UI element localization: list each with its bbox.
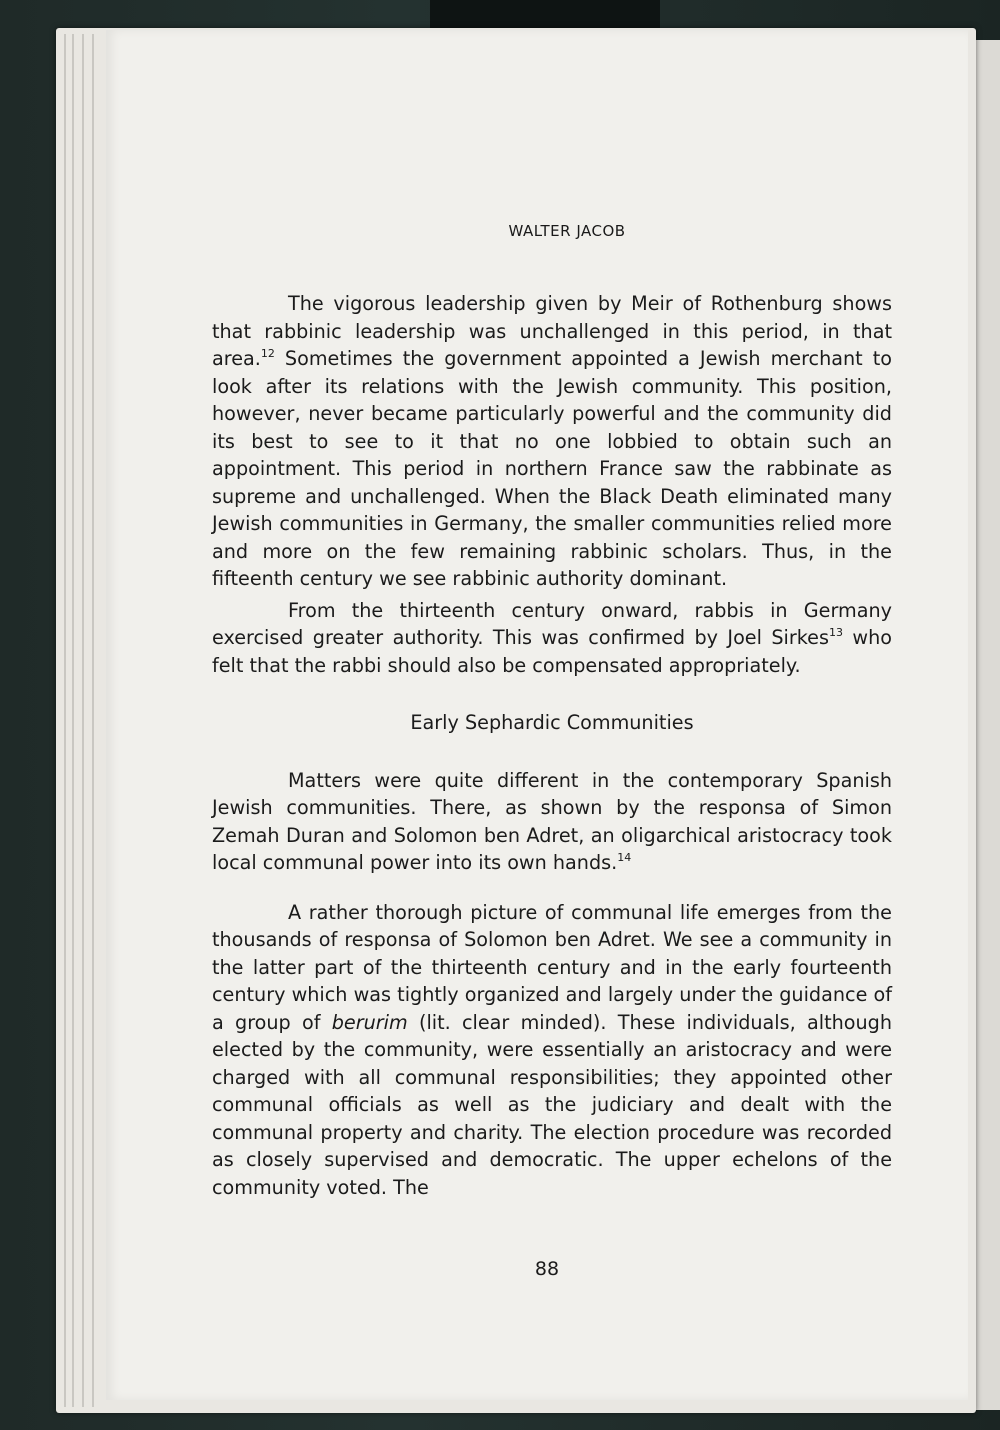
paragraph-text: A rather thorough picture of communal life emerges from the thousands of responsa of Solomon ben Adret. We see a community in the latter part of the thirteenth century and in the early fourteenth century which was tightly organized and largely under the guidance of a group of: [212, 900, 892, 1034]
page-edge-line: [72, 34, 74, 1407]
section-heading: Early Sephardic Communities: [410, 711, 694, 734]
page-edge-line: [64, 34, 66, 1407]
paragraph-text: Matters were quite different in the contemporary Spanish Jewish communities. There, as shown by the responsa of Simon Zemah Duran and Solomon ben Adret, an oligarchical aristocracy took local communal power into its own hands.: [212, 768, 892, 874]
italic-term: berurim: [331, 1010, 408, 1034]
footnote-ref-12: 12: [260, 347, 275, 360]
page-number: 88: [534, 1258, 560, 1280]
paragraph-3: [212, 767, 892, 877]
paragraph-text: From the thirteenth century onward, rabbis in Germany exercised greater authority. This was confirmed by Joel Sirkes: [212, 598, 892, 649]
paragraph-4: [212, 899, 892, 1202]
paragraph-text: The vigorous leadership given by Meir of Rothenburg shows that rabbinic leadership was unchallenged in this period, in that area.: [212, 292, 892, 370]
paragraph-2: [212, 597, 892, 680]
book-page: [106, 30, 968, 1400]
footnote-ref-14: 14: [617, 851, 632, 864]
page-edge-line: [82, 34, 84, 1407]
page-edge-line: [92, 34, 94, 1407]
paragraph-text: who felt that the rabbi should also be compensated appropriately.: [212, 626, 893, 677]
paragraph-text: (lit. clear minded). These individuals, although elected by the community, were essentially an aristocracy and were charged with all communal responsibilities; they appointed other communal officials as well as the judiciary and dealt with the communal property and charity. The election procedure was recorded as closely supervised and democratic. The upper echelons of the community voted. The: [212, 1010, 892, 1199]
running-head: WALTER JACOB: [508, 222, 626, 240]
body-text: [212, 290, 892, 1201]
paragraph-text: Sometimes the government appointed a Jewish merchant to look after its relations with the Jewish community. This position, however, never became particularly powerful and the community did its best to see to it that no one lobbied to obtain such an appointment. This period in northern France saw the rabbinate as supreme and unchallenged. When the Black Death eliminated many Jewish communities in Germany, the smaller communities relied more and more on the few remaining rabbinic scholars. Thus, in the fifteenth century we see rabbinic authority dominant.: [212, 347, 892, 590]
paragraph-1: [212, 290, 892, 593]
footnote-ref-13: 13: [829, 626, 843, 639]
